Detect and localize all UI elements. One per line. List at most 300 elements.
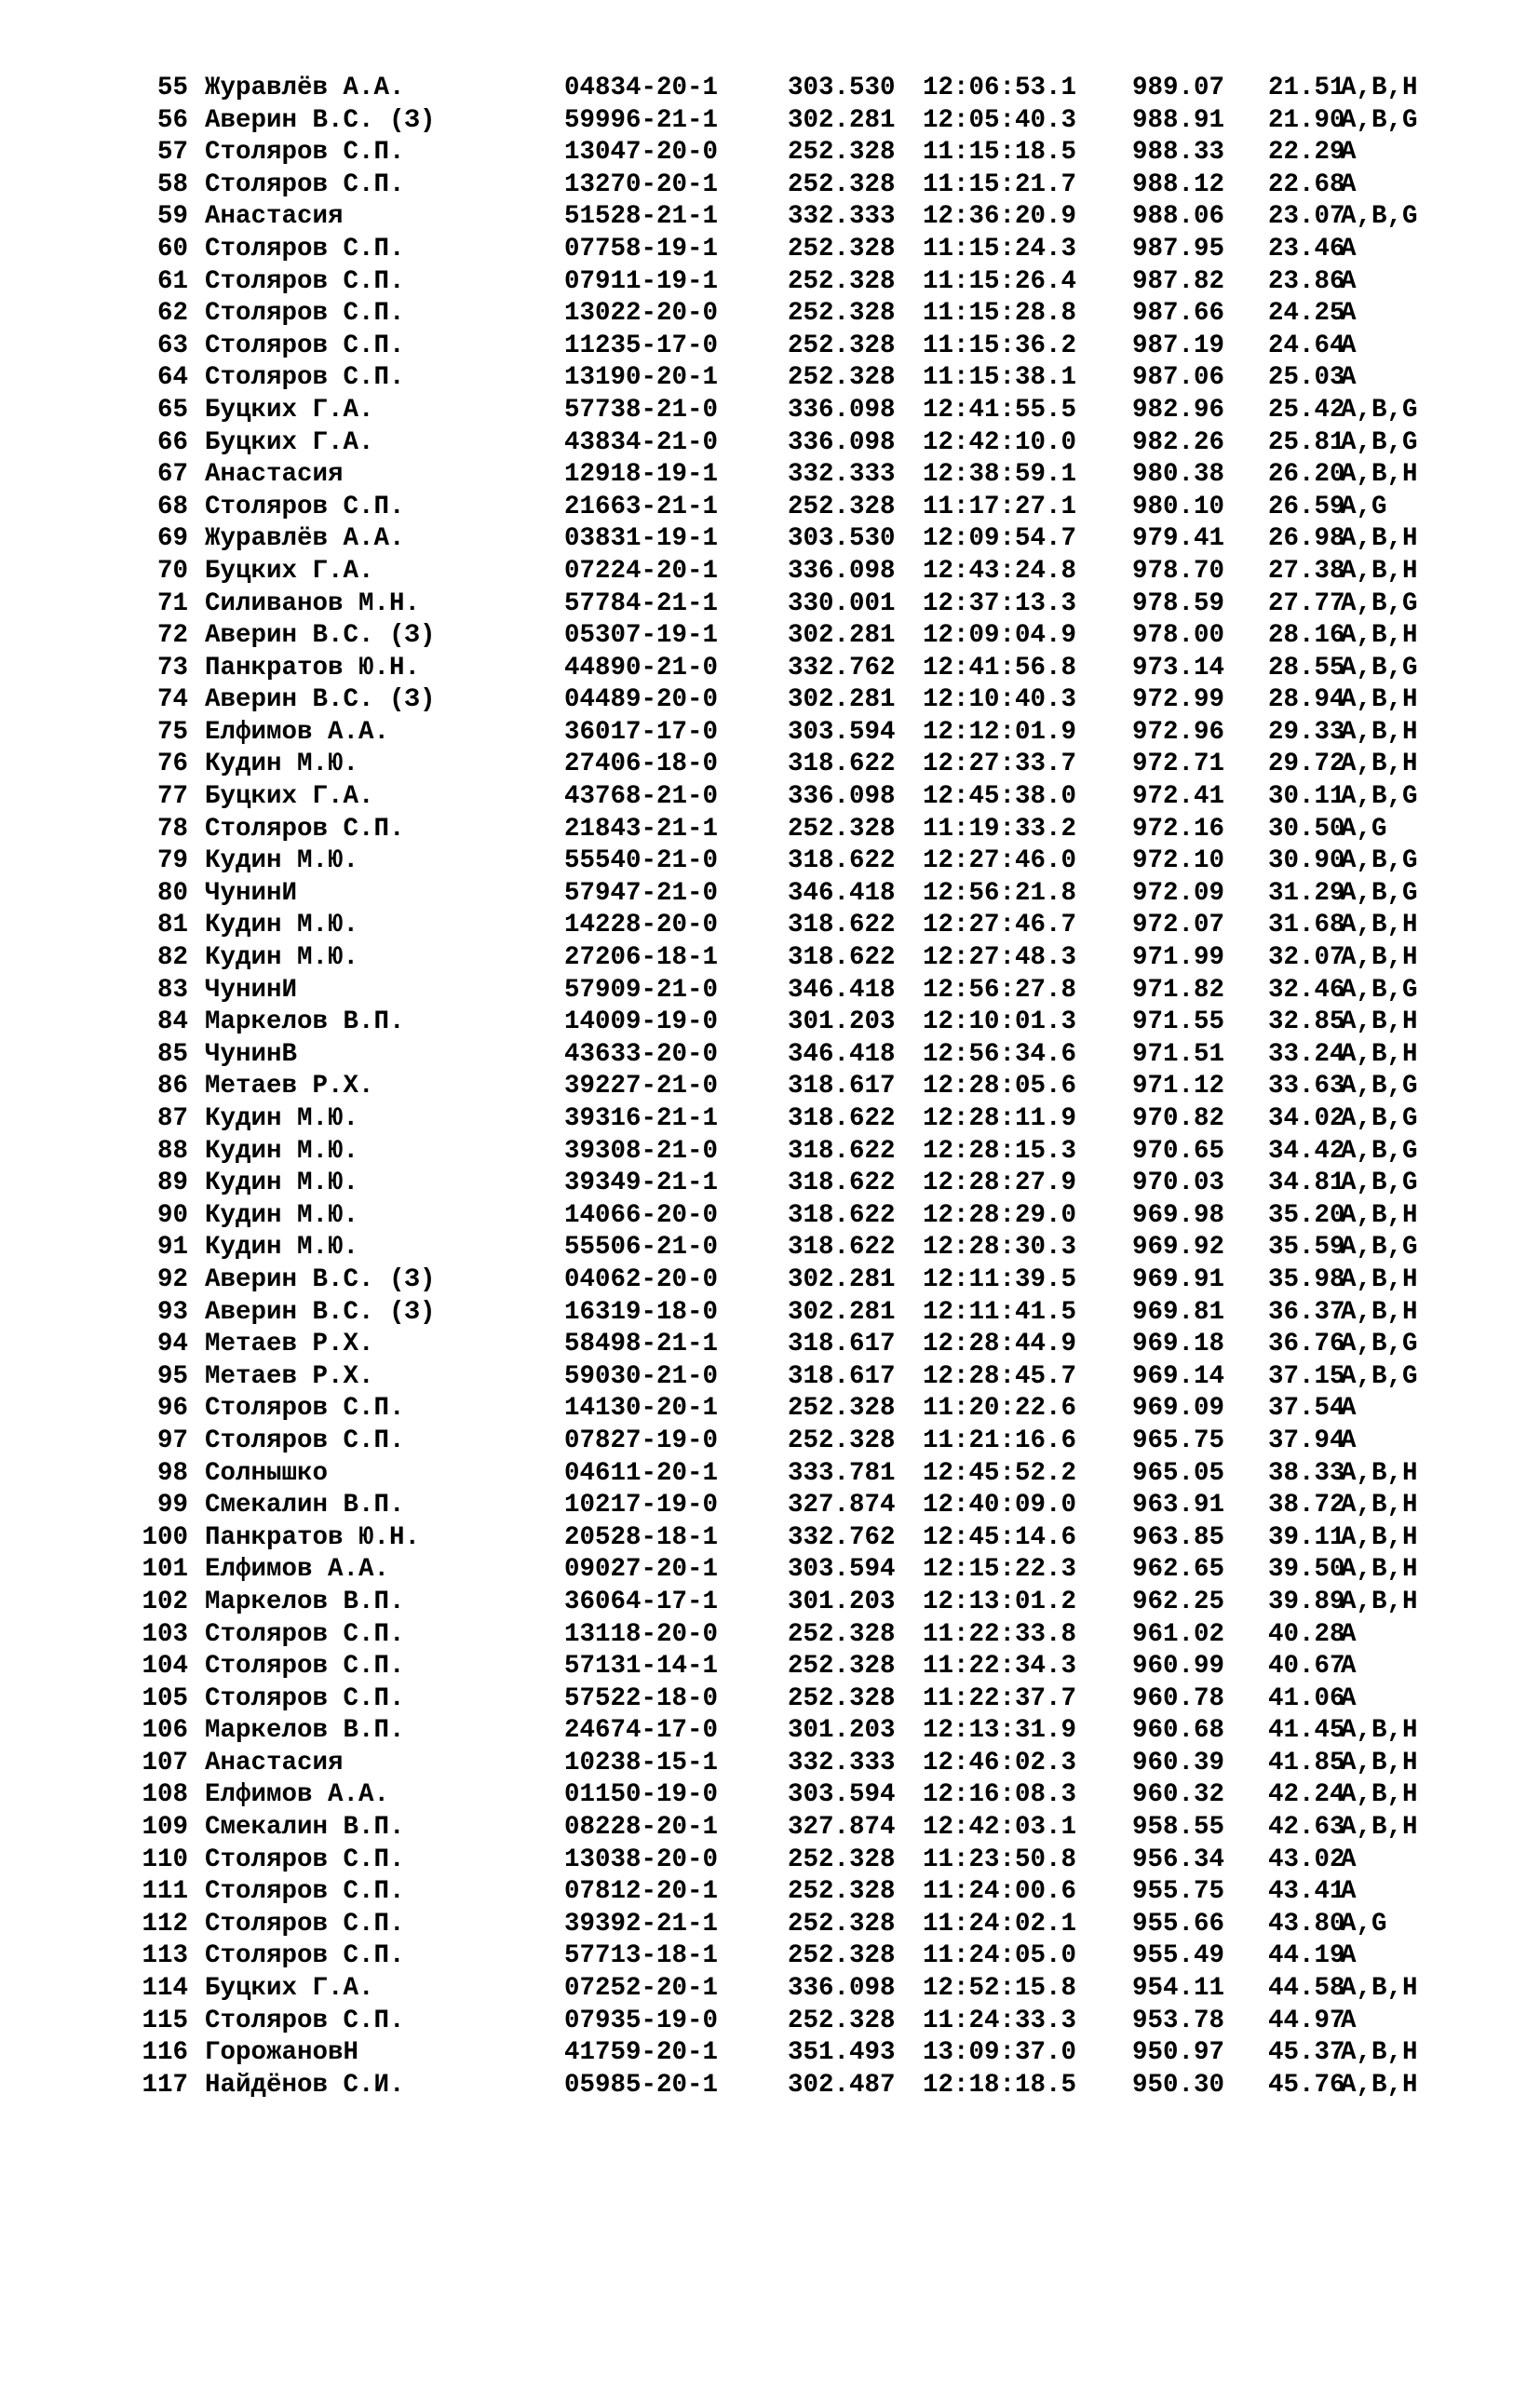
distance-cell: 302.281 — [788, 105, 896, 135]
fancier-name-cell: Солнышко — [205, 1458, 329, 1488]
classes-cell: A,B,H — [1341, 1716, 1418, 1746]
classes-cell: A,B,G — [1341, 1169, 1418, 1198]
ring-number-cell: 07827-19-0 — [564, 1426, 719, 1455]
distance-cell: 303.594 — [788, 1780, 896, 1810]
table-row — [130, 845, 1471, 878]
arrival-time-cell: 11:15:18.5 — [923, 138, 1077, 168]
speed-cell: 989.07 — [1132, 74, 1225, 102]
coefficient-cell: 27.38 — [1268, 556, 1345, 586]
fancier-name-cell: Панкратов Ю.Н. — [205, 1522, 421, 1552]
speed-cell: 973.14 — [1132, 653, 1225, 682]
ring-number-cell: 21843-21-1 — [564, 814, 719, 844]
classes-cell: A,B,H — [1341, 556, 1418, 586]
fancier-name-cell: Аверин В.С. (З) — [205, 105, 436, 135]
arrival-time-cell: 12:46:02.3 — [923, 1748, 1077, 1777]
fancier-name-cell: Столяров С.П. — [205, 1426, 405, 1455]
speed-cell: 962.65 — [1132, 1555, 1225, 1585]
fancier-name-cell: ГорожановН — [205, 2038, 359, 2068]
coefficient-cell: 44.58 — [1268, 1974, 1345, 2004]
fancier-name-cell: Аверин В.С. (З) — [205, 685, 436, 715]
ring-number-cell: 55540-21-0 — [564, 846, 719, 876]
rank-cell: 76 — [156, 750, 188, 779]
arrival-time-cell: 11:15:21.7 — [923, 169, 1077, 199]
distance-cell: 252.328 — [788, 492, 896, 521]
fancier-name-cell: Смекалин В.П. — [205, 1813, 405, 1843]
ring-number-cell: 13047-20-0 — [564, 138, 719, 168]
ring-number-cell: 59030-21-0 — [564, 1361, 719, 1391]
speed-cell: 953.78 — [1132, 2006, 1225, 2035]
speed-cell: 958.55 — [1132, 1813, 1225, 1843]
fancier-name-cell: Метаев Р.Х. — [205, 1330, 374, 1359]
distance-cell: 303.594 — [788, 717, 896, 747]
table-row — [130, 1779, 1471, 1812]
fancier-name-cell: Аверин В.С. (З) — [205, 621, 436, 651]
coefficient-cell: 26.20 — [1268, 460, 1345, 490]
classes-cell: A — [1341, 331, 1357, 360]
distance-cell: 346.418 — [788, 878, 896, 908]
rank-cell: 72 — [156, 621, 188, 651]
arrival-time-cell: 12:38:59.1 — [923, 460, 1077, 490]
speed-cell: 980.10 — [1132, 492, 1225, 521]
coefficient-cell: 45.37 — [1268, 2038, 1345, 2068]
rank-cell: 116 — [142, 2038, 188, 2068]
rank-cell: 89 — [156, 1169, 188, 1198]
classes-cell: A — [1341, 266, 1357, 296]
ring-number-cell: 20528-18-1 — [564, 1522, 719, 1552]
speed-cell: 982.96 — [1132, 395, 1225, 425]
speed-cell: 971.82 — [1132, 975, 1225, 1005]
distance-cell: 346.418 — [788, 1039, 896, 1069]
coefficient-cell: 35.59 — [1268, 1233, 1345, 1263]
fancier-name-cell: Кудин М.Ю. — [205, 1169, 359, 1198]
distance-cell: 303.530 — [788, 74, 896, 102]
arrival-time-cell: 11:15:36.2 — [923, 331, 1077, 360]
ring-number-cell: 57784-21-1 — [564, 588, 719, 618]
speed-cell: 960.99 — [1132, 1652, 1225, 1682]
fancier-name-cell: Буцких Г.А. — [205, 427, 374, 457]
table-row — [130, 1554, 1471, 1587]
rank-cell: 113 — [142, 1941, 188, 1971]
distance-cell: 303.530 — [788, 524, 896, 554]
arrival-time-cell: 12:12:01.9 — [923, 717, 1077, 747]
coefficient-cell: 44.97 — [1268, 2006, 1345, 2035]
table-row — [130, 1940, 1471, 1973]
arrival-time-cell: 12:28:44.9 — [923, 1330, 1077, 1359]
distance-cell: 302.281 — [788, 1297, 896, 1327]
table-row — [130, 2037, 1471, 2070]
coefficient-cell: 40.67 — [1268, 1652, 1345, 1682]
fancier-name-cell: Аверин В.С. (З) — [205, 1264, 436, 1294]
classes-cell: A,G — [1341, 814, 1387, 844]
fancier-name-cell: Анастасия — [205, 1748, 344, 1777]
ring-number-cell: 14009-19-0 — [564, 1007, 719, 1037]
coefficient-cell: 28.94 — [1268, 685, 1345, 715]
classes-cell: A,B,H — [1341, 943, 1418, 973]
classes-cell: A,B,H — [1341, 1748, 1418, 1777]
arrival-time-cell: 12:13:31.9 — [923, 1716, 1077, 1746]
table-row — [130, 781, 1471, 814]
rank-cell: 117 — [142, 2070, 188, 2100]
distance-cell: 318.622 — [788, 1136, 896, 1166]
table-row — [130, 105, 1471, 138]
speed-cell: 971.51 — [1132, 1039, 1225, 1069]
rank-cell: 95 — [156, 1361, 188, 1391]
table-row — [130, 427, 1471, 460]
fancier-name-cell: Столяров С.П. — [205, 363, 405, 393]
ring-number-cell: 43834-21-0 — [564, 427, 719, 457]
speed-cell: 969.98 — [1132, 1200, 1225, 1230]
ring-number-cell: 14066-20-0 — [564, 1200, 719, 1230]
classes-cell: A,B,H — [1341, 524, 1418, 554]
ring-number-cell: 07758-19-1 — [564, 234, 719, 264]
table-row — [130, 1651, 1471, 1683]
rank-cell: 86 — [156, 1072, 188, 1101]
coefficient-cell: 43.80 — [1268, 1909, 1345, 1939]
distance-cell: 252.328 — [788, 331, 896, 360]
rank-cell: 108 — [142, 1780, 188, 1810]
distance-cell: 333.781 — [788, 1458, 896, 1488]
speed-cell: 969.14 — [1132, 1361, 1225, 1391]
arrival-time-cell: 11:23:50.8 — [923, 1845, 1077, 1874]
classes-cell: A,B,H — [1341, 685, 1418, 715]
classes-cell: A,B,G — [1341, 878, 1418, 908]
ring-number-cell: 05985-20-1 — [564, 2070, 719, 2100]
coefficient-cell: 34.42 — [1268, 1136, 1345, 1166]
ring-number-cell: 13190-20-1 — [564, 363, 719, 393]
classes-cell: A,B,H — [1341, 1264, 1418, 1294]
classes-cell: A — [1341, 1619, 1357, 1649]
table-row — [130, 975, 1471, 1007]
table-row — [130, 266, 1471, 299]
ring-number-cell: 39227-21-0 — [564, 1072, 719, 1101]
fancier-name-cell: Столяров С.П. — [205, 331, 405, 360]
coefficient-cell: 33.24 — [1268, 1039, 1345, 1069]
table-row — [130, 1264, 1471, 1297]
speed-cell: 960.39 — [1132, 1748, 1225, 1777]
distance-cell: 332.333 — [788, 1748, 896, 1777]
classes-cell: A,B,G — [1341, 782, 1418, 812]
fancier-name-cell: Анастасия — [205, 202, 344, 232]
table-row — [130, 1683, 1471, 1716]
table-row — [130, 395, 1471, 427]
speed-cell: 950.97 — [1132, 2038, 1225, 2068]
arrival-time-cell: 12:06:53.1 — [923, 74, 1077, 102]
ring-number-cell: 05307-19-1 — [564, 621, 719, 651]
classes-cell: A — [1341, 299, 1357, 329]
coefficient-cell: 36.37 — [1268, 1297, 1345, 1327]
distance-cell: 332.333 — [788, 202, 896, 232]
coefficient-cell: 30.11 — [1268, 782, 1345, 812]
coefficient-cell: 43.41 — [1268, 1877, 1345, 1907]
rank-cell: 93 — [156, 1297, 188, 1327]
distance-cell: 302.281 — [788, 1264, 896, 1294]
distance-cell: 301.203 — [788, 1587, 896, 1616]
table-row — [130, 1232, 1471, 1264]
fancier-name-cell: Кудин М.Ю. — [205, 943, 359, 973]
arrival-time-cell: 12:16:08.3 — [923, 1780, 1077, 1810]
table-row — [130, 1200, 1471, 1233]
classes-cell: A,B,G — [1341, 395, 1418, 425]
coefficient-cell: 23.46 — [1268, 234, 1345, 264]
distance-cell: 318.617 — [788, 1330, 896, 1359]
distance-cell: 318.622 — [788, 1169, 896, 1198]
table-row — [130, 1812, 1471, 1845]
distance-cell: 252.328 — [788, 1909, 896, 1939]
distance-cell: 252.328 — [788, 234, 896, 264]
speed-cell: 988.91 — [1132, 105, 1225, 135]
distance-cell: 336.098 — [788, 1974, 896, 2004]
speed-cell: 982.26 — [1132, 427, 1225, 457]
coefficient-cell: 43.02 — [1268, 1845, 1345, 1874]
distance-cell: 252.328 — [788, 1394, 896, 1424]
rank-cell: 103 — [142, 1619, 188, 1649]
table-row — [130, 878, 1471, 911]
speed-cell: 955.75 — [1132, 1877, 1225, 1907]
fancier-name-cell: ЧунинВ — [205, 1039, 298, 1069]
arrival-time-cell: 12:40:09.0 — [923, 1491, 1077, 1520]
fancier-name-cell: Аверин В.С. (З) — [205, 1297, 436, 1327]
rank-cell: 73 — [156, 653, 188, 682]
table-row — [130, 1715, 1471, 1748]
arrival-time-cell: 11:17:27.1 — [923, 492, 1077, 521]
coefficient-cell: 36.76 — [1268, 1330, 1345, 1359]
rank-cell: 60 — [156, 234, 188, 264]
coefficient-cell: 30.50 — [1268, 814, 1345, 844]
table-row — [130, 1071, 1471, 1103]
ring-number-cell: 09027-20-1 — [564, 1555, 719, 1585]
coefficient-cell: 34.02 — [1268, 1104, 1345, 1133]
speed-cell: 955.66 — [1132, 1909, 1225, 1939]
ring-number-cell: 57522-18-0 — [564, 1683, 719, 1713]
table-row — [130, 73, 1471, 105]
speed-cell: 956.34 — [1132, 1845, 1225, 1874]
classes-cell: A,B,H — [1341, 460, 1418, 490]
coefficient-cell: 25.81 — [1268, 427, 1345, 457]
distance-cell: 252.328 — [788, 169, 896, 199]
arrival-time-cell: 11:22:33.8 — [923, 1619, 1077, 1649]
arrival-time-cell: 12:28:30.3 — [923, 1233, 1077, 1263]
table-row — [130, 1458, 1471, 1491]
coefficient-cell: 25.03 — [1268, 363, 1345, 393]
distance-cell: 336.098 — [788, 556, 896, 586]
rank-cell: 62 — [156, 299, 188, 329]
speed-cell: 987.95 — [1132, 234, 1225, 264]
arrival-time-cell: 12:11:39.5 — [923, 1264, 1077, 1294]
classes-cell: A,B,H — [1341, 1039, 1418, 1069]
table-row — [130, 201, 1471, 234]
ring-number-cell: 04489-20-0 — [564, 685, 719, 715]
distance-cell: 303.594 — [788, 1555, 896, 1585]
arrival-time-cell: 12:27:33.7 — [923, 750, 1077, 779]
rank-cell: 91 — [156, 1233, 188, 1263]
rank-cell: 90 — [156, 1200, 188, 1230]
arrival-time-cell: 12:56:27.8 — [923, 975, 1077, 1005]
arrival-time-cell: 11:15:38.1 — [923, 363, 1077, 393]
arrival-time-cell: 12:41:56.8 — [923, 653, 1077, 682]
arrival-time-cell: 11:20:22.6 — [923, 1394, 1077, 1424]
distance-cell: 318.622 — [788, 943, 896, 973]
arrival-time-cell: 12:09:54.7 — [923, 524, 1077, 554]
coefficient-cell: 26.98 — [1268, 524, 1345, 554]
rank-cell: 70 — [156, 556, 188, 586]
speed-cell: 969.18 — [1132, 1330, 1225, 1359]
fancier-name-cell: Елфимов А.А. — [205, 1780, 390, 1810]
rank-cell: 87 — [156, 1104, 188, 1133]
rank-cell: 94 — [156, 1330, 188, 1359]
rank-cell: 105 — [142, 1683, 188, 1713]
classes-cell: A,B,G — [1341, 1361, 1418, 1391]
distance-cell: 252.328 — [788, 299, 896, 329]
fancier-name-cell: Столяров С.П. — [205, 1941, 405, 1971]
speed-cell: 969.91 — [1132, 1264, 1225, 1294]
fancier-name-cell: Кудин М.Ю. — [205, 911, 359, 940]
rank-cell: 88 — [156, 1136, 188, 1166]
ring-number-cell: 55506-21-0 — [564, 1233, 719, 1263]
table-row — [130, 749, 1471, 781]
coefficient-cell: 25.42 — [1268, 395, 1345, 425]
coefficient-cell: 38.72 — [1268, 1491, 1345, 1520]
table-row — [130, 1876, 1471, 1909]
classes-cell: A,B,G — [1341, 202, 1418, 232]
table-row — [130, 523, 1471, 556]
fancier-name-cell: Панкратов Ю.Н. — [205, 653, 421, 682]
speed-cell: 972.96 — [1132, 717, 1225, 747]
coefficient-cell: 26.59 — [1268, 492, 1345, 521]
classes-cell: A,B,G — [1341, 1330, 1418, 1359]
ring-number-cell: 59996-21-1 — [564, 105, 719, 135]
distance-cell: 252.328 — [788, 2006, 896, 2035]
speed-cell: 987.19 — [1132, 331, 1225, 360]
table-row — [130, 910, 1471, 942]
speed-cell: 972.10 — [1132, 846, 1225, 876]
distance-cell: 336.098 — [788, 395, 896, 425]
arrival-time-cell: 12:10:40.3 — [923, 685, 1077, 715]
rank-cell: 56 — [156, 105, 188, 135]
classes-cell: A — [1341, 363, 1357, 393]
fancier-name-cell: Кудин М.Ю. — [205, 1136, 359, 1166]
fancier-name-cell: Столяров С.П. — [205, 814, 405, 844]
table-row — [130, 1909, 1471, 1941]
arrival-time-cell: 12:28:29.0 — [923, 1200, 1077, 1230]
speed-cell: 955.49 — [1132, 1941, 1225, 1971]
speed-cell: 988.06 — [1132, 202, 1225, 232]
ring-number-cell: 07911-19-1 — [564, 266, 719, 296]
speed-cell: 972.07 — [1132, 911, 1225, 940]
distance-cell: 252.328 — [788, 1845, 896, 1874]
fancier-name-cell: Столяров С.П. — [205, 1877, 405, 1907]
coefficient-cell: 31.68 — [1268, 911, 1345, 940]
table-row — [130, 620, 1471, 653]
speed-cell: 978.59 — [1132, 588, 1225, 618]
arrival-time-cell: 11:22:34.3 — [923, 1652, 1077, 1682]
table-row — [130, 1619, 1471, 1652]
table-row — [130, 331, 1471, 363]
table-row — [130, 492, 1471, 524]
classes-cell: A,B,G — [1341, 653, 1418, 682]
distance-cell: 252.328 — [788, 266, 896, 296]
distance-cell: 301.203 — [788, 1716, 896, 1746]
distance-cell: 330.001 — [788, 588, 896, 618]
table-row — [130, 1845, 1471, 1877]
table-row — [130, 1426, 1471, 1458]
distance-cell: 318.622 — [788, 1233, 896, 1263]
classes-cell: A — [1341, 1652, 1357, 1682]
ring-number-cell: 39349-21-1 — [564, 1169, 719, 1198]
speed-cell: 971.12 — [1132, 1072, 1225, 1101]
coefficient-cell: 45.76 — [1268, 2070, 1345, 2100]
ring-number-cell: 13022-20-0 — [564, 299, 719, 329]
classes-cell: A,B,H — [1341, 717, 1418, 747]
fancier-name-cell: Столяров С.П. — [205, 169, 405, 199]
ring-number-cell: 04834-20-1 — [564, 74, 719, 102]
rank-cell: 63 — [156, 331, 188, 360]
rank-cell: 84 — [156, 1007, 188, 1037]
arrival-time-cell: 12:45:52.2 — [923, 1458, 1077, 1488]
fancier-name-cell: Кудин М.Ю. — [205, 1200, 359, 1230]
table-row — [130, 1329, 1471, 1361]
arrival-time-cell: 12:27:46.7 — [923, 911, 1077, 940]
coefficient-cell: 38.33 — [1268, 1458, 1345, 1488]
table-row — [130, 1168, 1471, 1200]
classes-cell: A,B,H — [1341, 74, 1418, 102]
distance-cell: 327.874 — [788, 1491, 896, 1520]
ring-number-cell: 04611-20-1 — [564, 1458, 719, 1488]
rank-cell: 115 — [142, 2006, 188, 2035]
rank-cell: 102 — [142, 1587, 188, 1616]
distance-cell: 318.622 — [788, 750, 896, 779]
ring-number-cell: 07812-20-1 — [564, 1877, 719, 1907]
distance-cell: 346.418 — [788, 975, 896, 1005]
fancier-name-cell: Смекалин В.П. — [205, 1491, 405, 1520]
classes-cell: A — [1341, 169, 1357, 199]
speed-cell: 950.30 — [1132, 2070, 1225, 2100]
speed-cell: 987.06 — [1132, 363, 1225, 393]
table-row — [130, 459, 1471, 492]
fancier-name-cell: Столяров С.П. — [205, 1394, 405, 1424]
arrival-time-cell: 12:42:03.1 — [923, 1813, 1077, 1843]
fancier-name-cell: Маркелов В.П. — [205, 1716, 405, 1746]
speed-cell: 960.32 — [1132, 1780, 1225, 1810]
arrival-time-cell: 11:22:37.7 — [923, 1683, 1077, 1713]
table-row — [130, 234, 1471, 266]
speed-cell: 988.12 — [1132, 169, 1225, 199]
ring-number-cell: 01150-19-0 — [564, 1780, 719, 1810]
classes-cell: A,B,H — [1341, 621, 1418, 651]
classes-cell: A,B,H — [1341, 1491, 1418, 1520]
fancier-name-cell: Маркелов В.П. — [205, 1007, 405, 1037]
fancier-name-cell: Кудин М.Ю. — [205, 1233, 359, 1263]
ring-number-cell: 10238-15-1 — [564, 1748, 719, 1777]
ring-number-cell: 51528-21-1 — [564, 202, 719, 232]
ring-number-cell: 14228-20-0 — [564, 911, 719, 940]
arrival-time-cell: 12:18:18.5 — [923, 2070, 1077, 2100]
fancier-name-cell: ЧунинИ — [205, 975, 298, 1005]
speed-cell: 969.81 — [1132, 1297, 1225, 1327]
arrival-time-cell: 11:15:24.3 — [923, 234, 1077, 264]
classes-cell: A,B,H — [1341, 1458, 1418, 1488]
coefficient-cell: 37.54 — [1268, 1394, 1345, 1424]
arrival-time-cell: 13:09:37.0 — [923, 2038, 1077, 2068]
arrival-time-cell: 12:45:14.6 — [923, 1522, 1077, 1552]
fancier-name-cell: Кудин М.Ю. — [205, 1104, 359, 1133]
classes-cell: A,B,G — [1341, 588, 1418, 618]
coefficient-cell: 35.98 — [1268, 1264, 1345, 1294]
rank-cell: 61 — [156, 266, 188, 296]
speed-cell: 978.00 — [1132, 621, 1225, 651]
speed-cell: 962.25 — [1132, 1587, 1225, 1616]
distance-cell: 318.617 — [788, 1361, 896, 1391]
distance-cell: 327.874 — [788, 1813, 896, 1843]
